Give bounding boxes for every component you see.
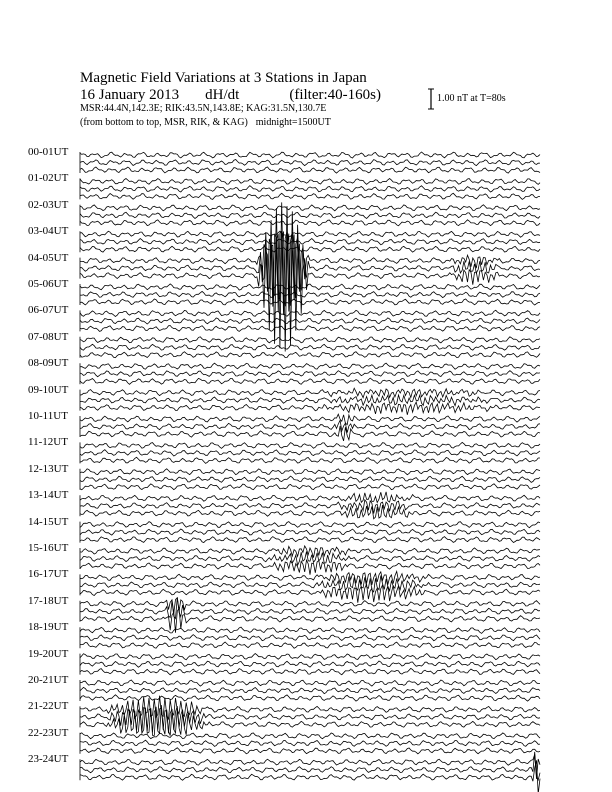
trace-rik <box>80 661 540 667</box>
trace-rik <box>80 395 540 406</box>
trace-msr <box>80 748 540 754</box>
trace-kag <box>80 284 540 290</box>
trace-rik <box>80 202 540 306</box>
hour-label: 00-01UT <box>28 146 69 158</box>
trace-rik <box>80 576 540 592</box>
trace-rik <box>80 420 540 432</box>
trace-kag <box>80 388 540 398</box>
filter-label: (filter:40-160s) <box>289 87 381 103</box>
trace-msr <box>80 167 540 173</box>
hour-label: 05-06UT <box>28 278 69 290</box>
hour-label: 02-03UT <box>28 198 69 211</box>
trace-kag <box>80 363 540 369</box>
trace-rik <box>80 160 540 166</box>
trace-kag <box>80 654 540 660</box>
hour-label: 23-24UT <box>28 753 69 766</box>
hour-label: 20-21UT <box>28 674 69 686</box>
trace-msr <box>80 537 540 543</box>
trace-kag <box>80 522 540 528</box>
trace-kag <box>80 179 540 185</box>
hour-label: 01-02UT <box>28 172 69 185</box>
hour-label: 11-12UT <box>28 436 68 449</box>
trace-msr <box>80 426 540 441</box>
trace-rik <box>80 529 540 535</box>
trace-msr <box>80 220 540 226</box>
trace-msr <box>80 352 540 358</box>
hour-label: 07-08UT <box>28 330 69 343</box>
trace-kag <box>80 337 540 343</box>
order-text: (from bottom to top, MSR, RIK, & KAG) <box>80 117 248 128</box>
trace-rik <box>80 500 540 514</box>
hour-label: 15-16UT <box>28 542 69 554</box>
trace-msr <box>80 642 540 648</box>
trace-msr <box>80 560 540 575</box>
trace-rik <box>80 291 540 297</box>
trace-rik <box>80 740 540 746</box>
trace-msr <box>80 325 540 331</box>
hour-label: 16-17UT <box>28 568 69 581</box>
hour-label: 09-10UT <box>28 383 69 396</box>
trace-kag <box>80 152 540 158</box>
hour-label: 06-07UT <box>28 304 69 317</box>
trace-kag <box>80 680 540 686</box>
trace-kag <box>80 310 540 316</box>
hour-label: 04-05UT <box>28 251 69 264</box>
trace-rik <box>80 212 540 218</box>
scale-bar-icon <box>427 88 435 110</box>
hour-label: 22-23UT <box>28 726 69 739</box>
hour-label: 21-22UT <box>28 700 69 713</box>
trace-msr <box>80 584 540 602</box>
trace-msr <box>80 505 540 519</box>
trace-kag <box>80 733 540 739</box>
trace-msr <box>80 299 540 305</box>
hour-label: 03-04UT <box>28 225 69 238</box>
scale-label: 1.00 nT at T=80s <box>437 93 506 104</box>
trace-rik <box>80 239 540 245</box>
trace-rik <box>80 476 540 482</box>
trace-msr <box>80 246 540 252</box>
midnight-note: midnight=1500UT <box>255 117 331 128</box>
trace-kag <box>80 469 540 475</box>
trace-msr <box>80 232 540 352</box>
trace-kag <box>80 492 540 503</box>
hour-label: 12-13UT <box>28 462 69 475</box>
hour-label: 17-18UT <box>28 594 69 607</box>
trace-msr <box>80 484 540 490</box>
hour-label: 08-09UT <box>28 357 69 370</box>
hour-label: 19-20UT <box>28 647 69 660</box>
station-order-note <box>80 117 331 128</box>
hour-label: 18-19UT <box>28 621 69 634</box>
station-coordinates: MSR:44.4N,142.3E; RIK:43.5N,143.8E; KAG:31.5N,130.7E <box>80 103 327 114</box>
trace-rik <box>80 318 540 324</box>
hour-label: 10-11UT <box>28 410 68 422</box>
trace-rik <box>80 371 540 377</box>
trace-kag <box>80 231 540 237</box>
trace-msr <box>80 193 540 199</box>
date-line <box>80 87 381 104</box>
trace-rik <box>80 635 540 641</box>
hour-label: 14-15UT <box>28 515 69 528</box>
quantity-label: dH/dt <box>205 87 240 103</box>
trace-rik <box>80 344 540 350</box>
trace-rik <box>80 186 540 192</box>
trace-kag <box>80 205 540 211</box>
trace-kag <box>80 627 540 633</box>
trace-kag <box>80 414 540 424</box>
trace-rik <box>80 450 540 456</box>
trace-rik <box>80 687 540 693</box>
trace-msr <box>80 668 540 674</box>
trace-kag <box>80 442 540 448</box>
chart-title: Magnetic Field Variations at 3 Stations in Japan <box>80 70 367 86</box>
trace-rik <box>80 597 540 618</box>
trace-msr <box>80 457 540 463</box>
hour-label: 13-14UT <box>28 489 69 502</box>
date-text: 16 January 2013 <box>80 87 180 103</box>
trace-msr <box>80 760 540 792</box>
trace-msr <box>80 402 540 415</box>
trace-msr <box>80 378 540 384</box>
